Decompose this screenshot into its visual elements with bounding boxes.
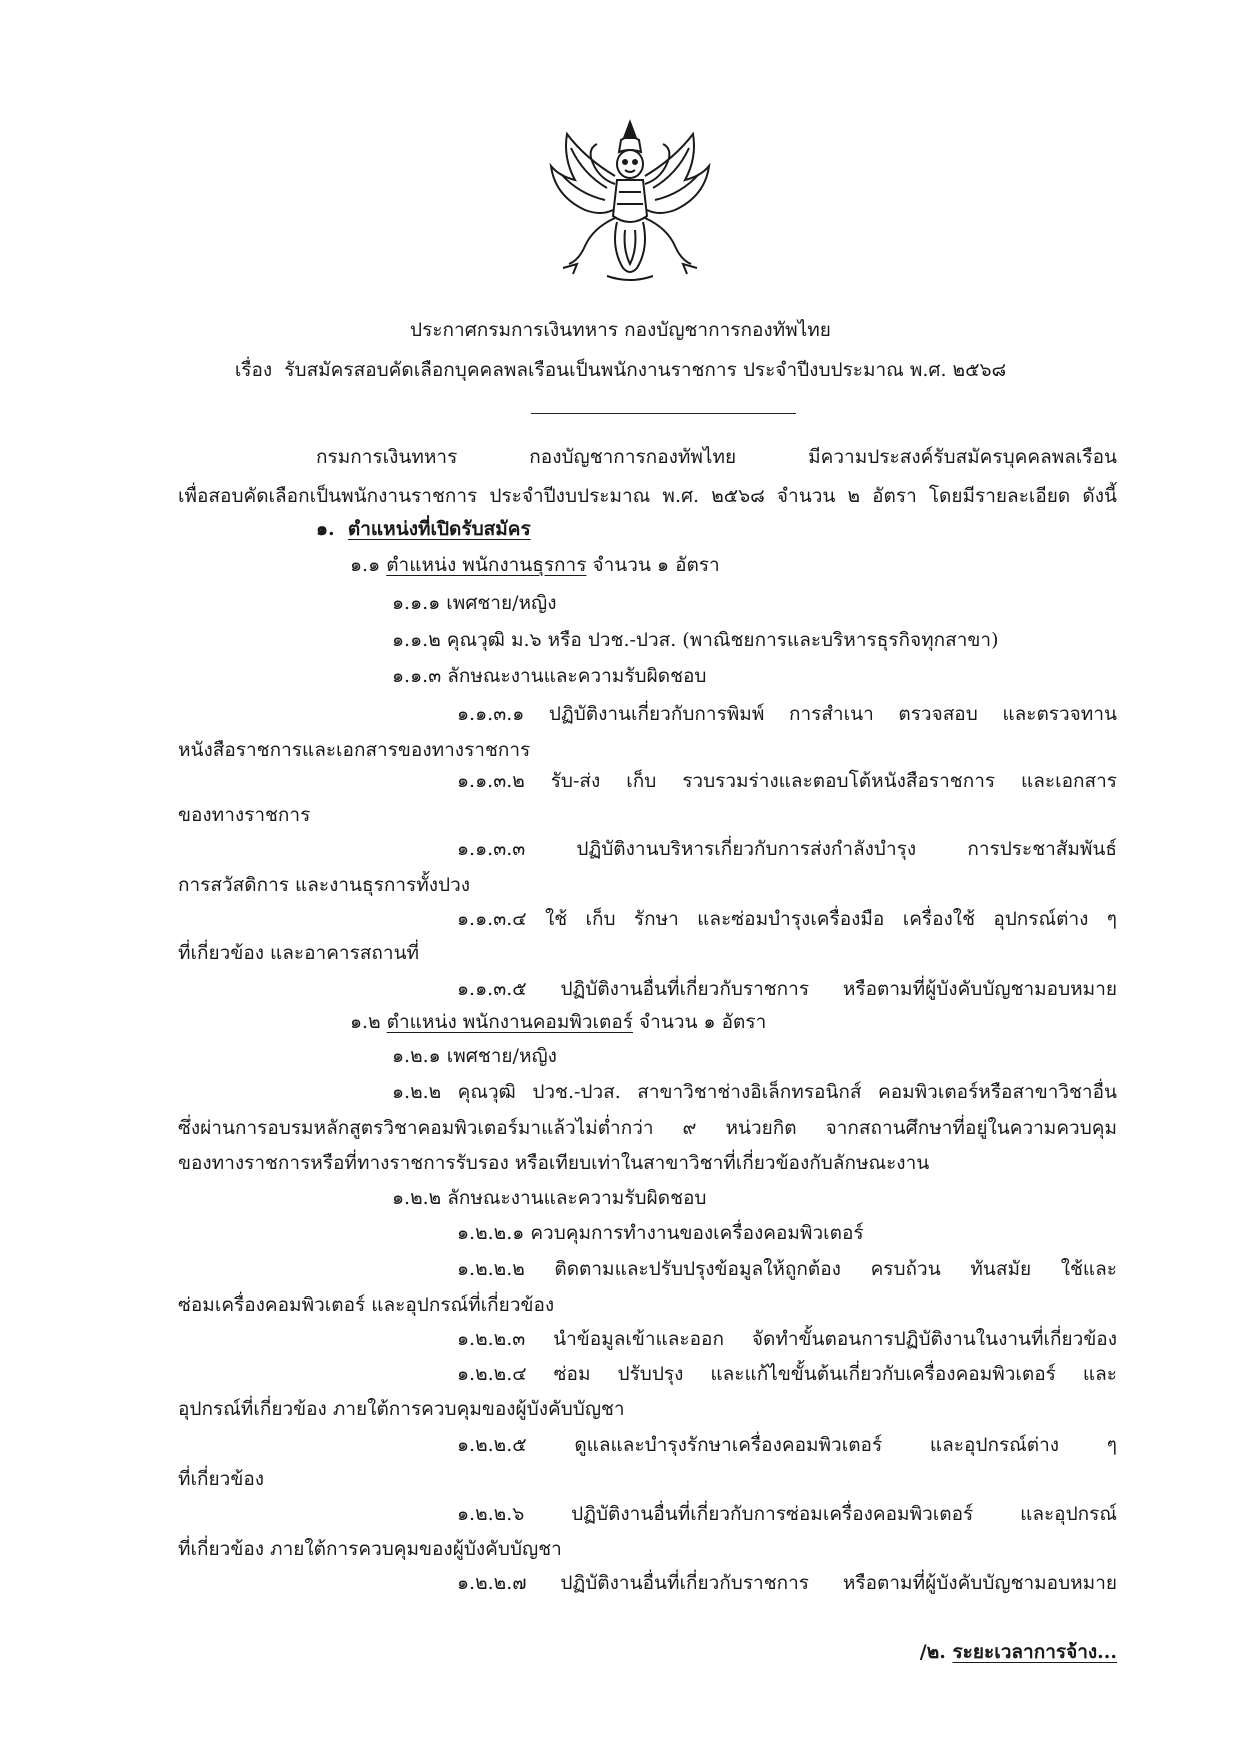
garuda-emblem-icon (545, 118, 715, 283)
position-1-duty-1-line-2: หนังสือราชการและเอกสารของทางราชการ (178, 739, 531, 761)
position-2-duty-heading: ๑.๒.๒ ลักษณะงานและความรับผิดชอบ (392, 1187, 707, 1209)
position-1-duty-5: ๑.๑.๓.๕ ปฏิบัติงานอื่นที่เกี่ยวกับราชการ หรือตามที่ผู้บังคับบัญชามอบหมาย (457, 978, 1117, 1000)
position-2-number: ๑.๒ (350, 1011, 381, 1033)
continuation-prefix: /๒. (919, 1641, 946, 1663)
position-1-qualification: ๑.๑.๒ คุณวุฒิ ม.๖ หรือ ปวช.-ปวส. (พาณิชยการและบริหารธุรกิจทุกสาขา) (392, 629, 999, 651)
intro-line-2: เพื่อสอบคัดเลือกเป็นพนักงานราชการ ประจำปีงบประมาณ พ.ศ. ๒๕๖๘ จำนวน ๒ อัตรา โดยมีรายละเอียด ดังนี้ (178, 485, 1117, 507)
position-2-duty-2-line-1: ๑.๒.๒.๒ ติดตามและปรับปรุงข้อมูลให้ถูกต้อง ครบถ้วน ทันสมัย ใช้และ (457, 1258, 1117, 1280)
continuation-marker (920, 1637, 1117, 1667)
position-2-duty-6-line-1: ๑.๒.๒.๖ ปฏิบัติงานอื่นที่เกี่ยวกับการซ่อมเครื่องคอมพิวเตอร์ และอุปกรณ์ (457, 1503, 1117, 1525)
position-2-count: จำนวน ๑ อัตรา (639, 1011, 767, 1033)
position-2-qualification-line-2: ซึ่งผ่านการอบรมหลักสูตรวิชาคอมพิวเตอร์มาแล้วไม่ต่ำกว่า ๙ หน่วยกิต จากสถานศึกษาที่อยู่ในความควบคุม (178, 1117, 1117, 1139)
position-2-duty-5-line-2: ที่เกี่ยวข้อง (178, 1468, 265, 1490)
position-1-heading (350, 556, 720, 575)
announcement-title: ประกาศกรมการเงินทหาร กองบัญชาการกองทัพไทย (410, 319, 831, 341)
position-2-heading (350, 1013, 766, 1032)
position-1-duty-3-line-2: การสวัสดิการ และงานธุรการทั้งปวง (178, 874, 471, 896)
position-2-duty-3: ๑.๒.๒.๓ นำข้อมูลเข้าและออก จัดทำขั้นตอนการปฏิบัติงานในงานที่เกี่ยวข้อง (457, 1328, 1117, 1350)
subject-text: รับสมัครสอบคัดเลือกบุคคลพลเรือนเป็นพนักงานราชการ ประจำปีงบประมาณ พ.ศ. ๒๕๖๘ (284, 359, 1007, 381)
title-divider (531, 413, 796, 414)
position-2-sex: ๑.๒.๑ เพศชาย/หญิง (392, 1045, 557, 1067)
position-2-duty-4-line-2: อุปกรณ์ที่เกี่ยวข้อง ภายใต้การควบคุมของผู้บังคับบัญชา (178, 1398, 625, 1420)
continuation-text: ระยะเวลาการจ้าง... (952, 1641, 1117, 1663)
position-2-qualification-line-3: ของทางราชการหรือที่ทางราชการรับรอง หรือเทียบเท่าในสาขาวิชาที่เกี่ยวข้องกับลักษณะงาน (178, 1152, 930, 1174)
position-2-duty-4-line-1: ๑.๒.๒.๔ ซ่อม ปรับปรุง และแก้ไขขั้นต้นเกี่ยวกับเครื่องคอมพิวเตอร์ และ (457, 1363, 1117, 1385)
intro-line-1: กรมการเงินทหาร กองบัญชาการกองทัพไทย มีความประสงค์รับสมัครบุคคลพลเรือน (316, 446, 1117, 468)
position-1-duty-4-line-2: ที่เกี่ยวข้อง และอาคารสถานที่ (178, 942, 420, 964)
position-1-number: ๑.๑ (350, 554, 381, 576)
position-1-count: จำนวน ๑ อัตรา (592, 554, 720, 576)
position-2-title: ตำแหน่ง พนักงานคอมพิวเตอร์ (386, 1011, 633, 1033)
position-2-duty-6-line-2: ที่เกี่ยวข้อง ภายใต้การควบคุมของผู้บังคับบัญชา (178, 1538, 562, 1560)
section-1-title: ตำแหน่งที่เปิดรับสมัคร (347, 518, 531, 540)
position-2-duty-5-line-1: ๑.๒.๒.๕ ดูแลและบำรุงรักษาเครื่องคอมพิวเตอร์ และอุปกรณ์ต่าง ๆ (457, 1434, 1117, 1456)
position-1-duty-1-line-1: ๑.๑.๓.๑ ปฏิบัติงานเกี่ยวกับการพิมพ์ การสำเนา ตรวจสอบ และตรวจทาน (457, 703, 1117, 725)
position-1-duty-heading: ๑.๑.๓ ลักษณะงานและความรับผิดชอบ (392, 665, 707, 687)
announcement-subject (0, 355, 1241, 385)
position-1-title: ตำแหน่ง พนักงานธุรการ (386, 554, 587, 576)
section-1-number: ๑. (316, 518, 335, 540)
position-1-duty-2-line-2: ของทางราชการ (178, 804, 311, 826)
section-1-heading (316, 520, 531, 539)
position-2-duty-1: ๑.๒.๒.๑ ควบคุมการทำงานของเครื่องคอมพิวเตอร์ (457, 1222, 864, 1244)
position-2-duty-2-line-2: ซ่อมเครื่องคอมพิวเตอร์ และอุปกรณ์ที่เกี่ยวข้อง (178, 1294, 555, 1316)
subject-label: เรื่อง (234, 359, 273, 381)
position-1-sex: ๑.๑.๑ เพศชาย/หญิง (392, 592, 557, 614)
position-2-duty-7: ๑.๒.๒.๗ ปฏิบัติงานอื่นที่เกี่ยวกับราชการ หรือตามที่ผู้บังคับบัญชามอบหมาย (457, 1572, 1117, 1594)
position-1-duty-3-line-1: ๑.๑.๓.๓ ปฏิบัติงานบริหารเกี่ยวกับการส่งกำลังบำรุง การประชาสัมพันธ์ (457, 838, 1117, 860)
position-1-duty-4-line-1: ๑.๑.๓.๔ ใช้ เก็บ รักษา และซ่อมบำรุงเครื่องมือ เครื่องใช้ อุปกรณ์ต่าง ๆ (457, 908, 1117, 930)
position-2-qualification-line-1: ๑.๒.๒ คุณวุฒิ ปวช.-ปวส. สาขาวิชาช่างอิเล็กทรอนิกส์ คอมพิวเตอร์หรือสาขาวิชาอื่น (392, 1081, 1117, 1103)
position-1-duty-2-line-1: ๑.๑.๓.๒ รับ-ส่ง เก็บ รวบรวมร่างและตอบโต้หนังสือราชการ และเอกสาร (457, 770, 1117, 792)
